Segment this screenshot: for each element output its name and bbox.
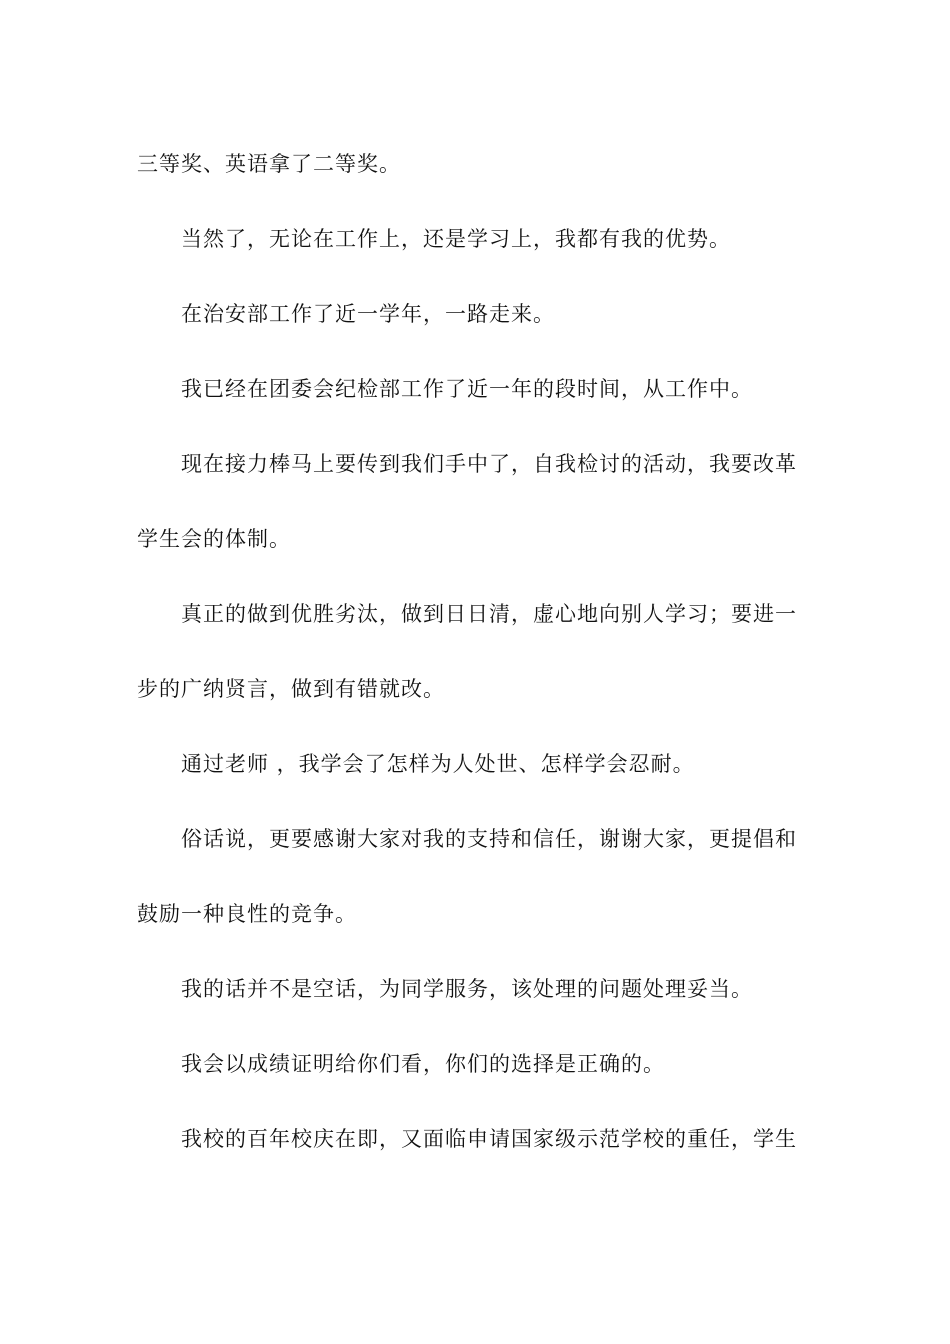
paragraph-line: 现在接力棒马上要传到我们手中了，自我检讨的活动，我要改革 <box>181 452 797 476</box>
paragraph-line: 真正的做到优胜劣汰，做到日日清，虚心地向别人学习；要进一 <box>181 602 797 626</box>
text-line: 步的广纳贤言，做到有错就改。 <box>137 677 445 701</box>
paragraph-line: 当然了，无论在工作上，还是学习上，我都有我的优势。 <box>181 227 731 251</box>
paragraph-line: 俗话说，更要感谢大家对我的支持和信任，谢谢大家，更提倡和 <box>181 827 797 851</box>
text-line: 三等奖、英语拿了二等奖。 <box>137 152 401 176</box>
paragraph-line: 在治安部工作了近一学年，一路走来。 <box>181 302 555 326</box>
paragraph-line: 我已经在团委会纪检部工作了近一年的段时间，从工作中。 <box>181 377 753 401</box>
paragraph-line: 通过老师 ，我学会了怎样为人处世、怎样学会忍耐。 <box>181 752 695 776</box>
paragraph-line: 我会以成绩证明给你们看，你们的选择是正确的。 <box>181 1052 665 1076</box>
paragraph-line: 我校的百年校庆在即，又面临申请国家级示范学校的重任，学生 <box>181 1127 797 1151</box>
text-line: 鼓励一种良性的竞争。 <box>137 902 357 926</box>
text-line: 学生会的体制。 <box>137 527 291 551</box>
paragraph-line: 我的话并不是空话，为同学服务，该处理的问题处理妥当。 <box>181 977 753 1001</box>
